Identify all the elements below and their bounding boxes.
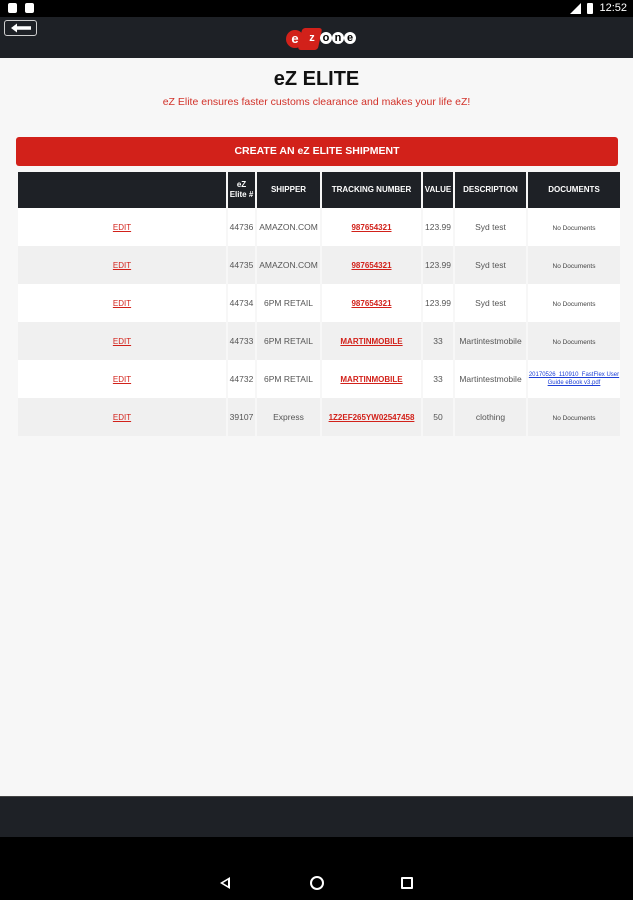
app-header [0, 17, 633, 58]
header-description: DESCRIPTION [455, 172, 526, 208]
page-title: eZ ELITE [273, 68, 360, 90]
table-row [18, 322, 620, 360]
shipper-cell: AMAZON.COM [257, 246, 320, 284]
shipper-cell: Express [257, 398, 320, 436]
shipments-table [16, 172, 622, 436]
header-tracking-number: TRACKING NUMBER [322, 172, 421, 208]
document-file-link[interactable]: 20170526_110910_FastFlex User Guide eBook v3.pdf [528, 372, 620, 386]
table-row [18, 398, 620, 436]
logo-letter-o: o [320, 32, 332, 44]
documents-cell: No Documents [552, 263, 596, 270]
header-action [18, 172, 226, 208]
arrow-left-icon [10, 23, 32, 33]
value-cell: 123.99 [423, 208, 453, 246]
edit-link[interactable]: EDIT [112, 337, 132, 346]
elite-number: 44735 [228, 246, 255, 284]
header-value: VALUE [423, 172, 453, 208]
edit-link[interactable]: EDIT [112, 223, 132, 232]
logo-letter-e2: e [344, 32, 356, 44]
table-row [18, 208, 620, 246]
back-button[interactable] [4, 20, 37, 36]
tracking-link[interactable]: MARTINMOBILE [340, 375, 403, 384]
description-cell: Martintestmobile [455, 360, 526, 398]
shipper-cell: 6PM RETAIL [257, 284, 320, 322]
elite-number: 44734 [228, 284, 255, 322]
ezone-logo [284, 25, 354, 51]
value-cell: 123.99 [423, 284, 453, 322]
create-shipment-button[interactable]: CREATE AN eZ ELITE SHIPMENT [16, 137, 618, 166]
documents-cell: No Documents [552, 415, 596, 422]
shipper-cell: AMAZON.COM [257, 208, 320, 246]
tracking-link[interactable]: MARTINMOBILE [340, 337, 403, 346]
bottom-bar [0, 796, 633, 837]
table-header-row [18, 172, 620, 208]
description-cell: Syd test [455, 284, 526, 322]
tracking-link[interactable]: 987654321 [351, 299, 392, 308]
shipper-cell: 6PM RETAIL [257, 360, 320, 398]
header-elite-number: eZ Elite # [228, 172, 255, 208]
status-bar [0, 0, 633, 17]
logo-letter-z: z [309, 32, 315, 44]
edit-link[interactable]: EDIT [112, 413, 132, 422]
header-shipper: SHIPPER [257, 172, 320, 208]
documents-cell: No Documents [552, 339, 596, 346]
value-cell: 33 [423, 322, 453, 360]
description-cell: Syd test [455, 208, 526, 246]
documents-cell: No Documents [552, 301, 596, 308]
battery-icon [587, 3, 593, 14]
tracking-link[interactable]: 987654321 [351, 261, 392, 270]
edit-link[interactable]: EDIT [112, 299, 132, 308]
tracking-link[interactable]: 987654321 [351, 223, 392, 232]
description-cell: Syd test [455, 246, 526, 284]
nav-back-icon-inner [223, 880, 228, 886]
elite-number: 39107 [228, 398, 255, 436]
logo-letter-n: n [332, 32, 344, 44]
description-cell: Martintestmobile [455, 322, 526, 360]
status-time: 12:52 [599, 2, 627, 14]
elite-number: 44733 [228, 322, 255, 360]
system-nav-bar [0, 837, 633, 900]
nav-recent-apps-icon[interactable] [401, 877, 413, 889]
download-icon [25, 3, 34, 13]
logo-letter-e: e [286, 30, 304, 48]
tracking-link[interactable]: 1Z2EF265YW02547458 [328, 413, 415, 422]
elite-number: 44736 [228, 208, 255, 246]
signal-icon [570, 3, 581, 14]
edit-link[interactable]: EDIT [112, 375, 132, 384]
header-documents: DOCUMENTS [528, 172, 620, 208]
shipper-cell: 6PM RETAIL [257, 322, 320, 360]
page-subtitle: eZ Elite ensures faster customs clearance and makes your life eZ! [162, 96, 471, 108]
table-row [18, 246, 620, 284]
notification-icon [8, 3, 17, 13]
value-cell: 123.99 [423, 246, 453, 284]
value-cell: 50 [423, 398, 453, 436]
documents-cell: No Documents [552, 225, 596, 232]
elite-number: 44732 [228, 360, 255, 398]
edit-link[interactable]: EDIT [112, 261, 132, 270]
description-cell: clothing [455, 398, 526, 436]
value-cell: 33 [423, 360, 453, 398]
table-row [18, 284, 620, 322]
table-row [18, 360, 620, 398]
nav-home-icon[interactable] [310, 876, 324, 890]
